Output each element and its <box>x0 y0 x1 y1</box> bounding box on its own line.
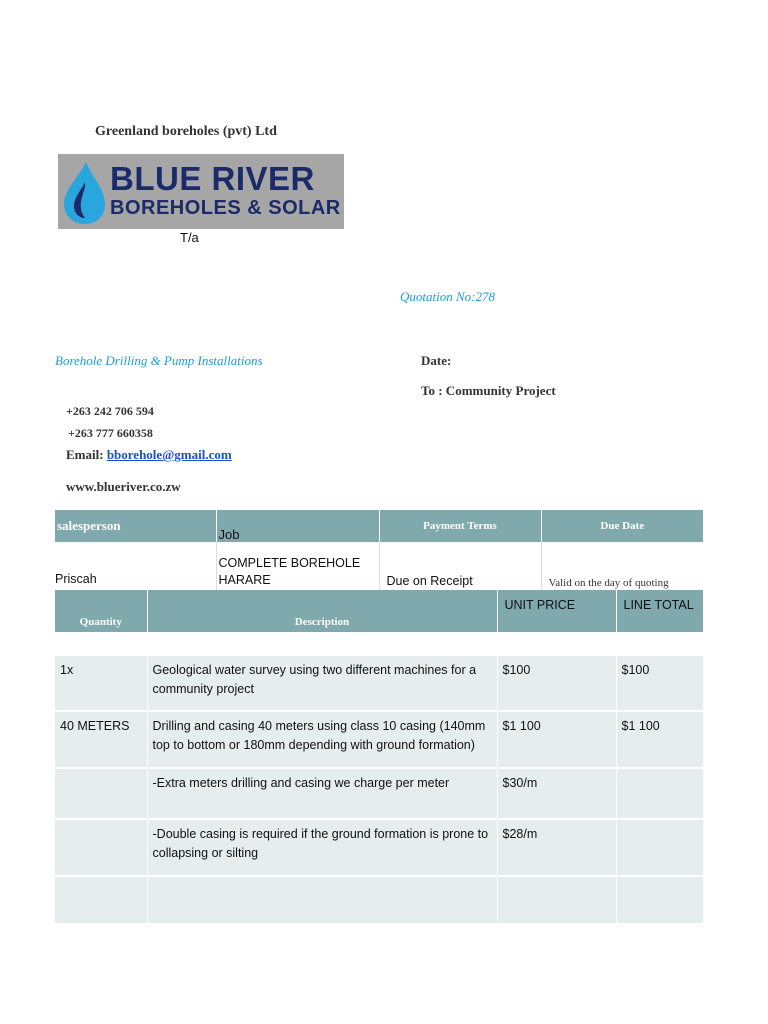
item-quantity: 1x <box>55 656 147 711</box>
water-drop-icon <box>58 154 110 229</box>
table-row <box>55 819 703 876</box>
table-row <box>55 656 703 711</box>
company-name: Greenland boreholes (pvt) Ltd <box>95 124 277 139</box>
email-line <box>66 447 232 463</box>
services-tagline: Borehole Drilling & Pump Installations <box>55 353 263 368</box>
job-line-2: HARARE <box>218 573 271 587</box>
header-due-date: Due Date <box>600 520 645 532</box>
item-line-total <box>616 876 703 924</box>
quotation-info-table <box>55 510 703 590</box>
header-salesperson: salesperson <box>55 510 216 542</box>
email-link[interactable]: bborehole@gmail.com <box>106 447 232 462</box>
table-row <box>55 876 703 924</box>
item-line-total: $100 <box>616 656 703 711</box>
item-line-total <box>616 819 703 876</box>
item-description: Drilling and casing 40 meters using class 10 casing (140mm top to bottom or 180mm depending with ground formation) <box>147 711 497 768</box>
column-unit-price: UNIT PRICE <box>497 590 616 632</box>
job-value <box>216 542 379 590</box>
item-line-total: $1 100 <box>616 711 703 768</box>
header-payment-terms: Payment Terms <box>379 510 541 542</box>
item-quantity <box>55 819 147 876</box>
company-logo <box>58 154 344 229</box>
item-description: Geological water survey using two different machines for a community project <box>147 656 497 711</box>
item-unit-price: $28/m <box>497 819 616 876</box>
item-line-total <box>616 768 703 819</box>
item-quantity <box>55 768 147 819</box>
item-unit-price: $100 <box>497 656 616 711</box>
items-header <box>55 590 703 632</box>
item-unit-price: $30/m <box>497 768 616 819</box>
item-unit-price: $1 100 <box>497 711 616 768</box>
column-description: Description <box>147 590 497 632</box>
quotation-number: Quotation No:278 <box>400 289 495 304</box>
phone-number-2: +263 777 660358 <box>68 426 153 440</box>
column-line-total: LINE TOTAL <box>623 598 694 612</box>
table-row <box>55 768 703 819</box>
item-description: -Extra meters drilling and casing we charge per meter <box>147 768 497 819</box>
salesperson-value: Priscah <box>55 542 216 590</box>
table-row <box>55 711 703 768</box>
item-unit-price <box>497 876 616 924</box>
email-label: Email: <box>66 447 104 462</box>
items-table <box>55 656 703 925</box>
item-description: -Double casing is required if the ground formation is prone to collapsing or silting <box>147 819 497 876</box>
due-date-value: Valid on the day of quoting <box>548 577 669 589</box>
date-label: Date: <box>421 353 452 368</box>
trading-as-label: T/a <box>180 230 199 245</box>
recipient: To : Community Project <box>421 383 556 398</box>
item-description <box>147 876 497 924</box>
header-job: Job <box>216 510 379 542</box>
column-quantity: Quantity <box>55 590 147 632</box>
job-line-1: COMPLETE BOREHOLE <box>218 556 361 570</box>
logo-text-line1: BLUE RIVER <box>110 160 315 197</box>
payment-terms-value: Due on Receipt <box>379 542 541 590</box>
phone-number-1: +263 242 706 594 <box>66 404 154 418</box>
logo-text-line2: BOREHOLES & SOLAR <box>110 197 341 219</box>
item-quantity <box>55 876 147 924</box>
website: www.blueriver.co.zw <box>66 479 181 494</box>
item-quantity: 40 METERS <box>55 711 147 768</box>
